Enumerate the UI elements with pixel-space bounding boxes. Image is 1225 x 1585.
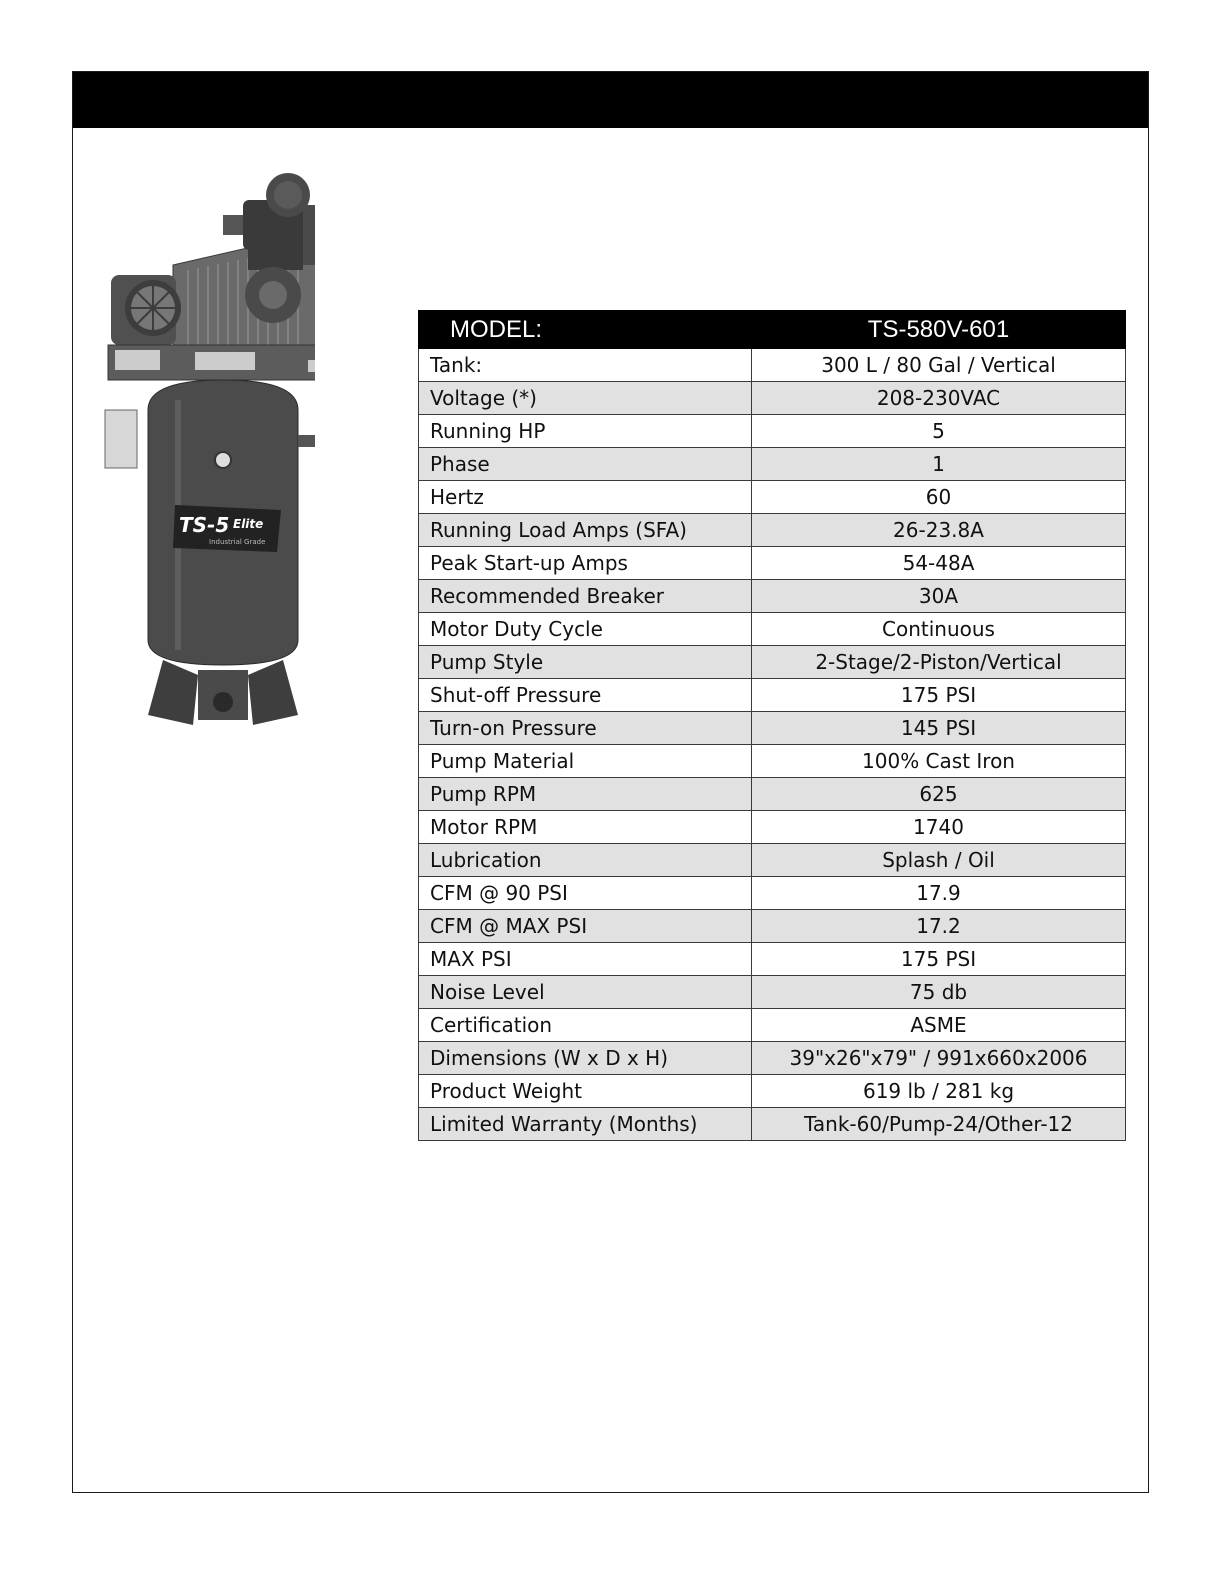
air-compressor-image <box>103 170 315 740</box>
table-row <box>419 679 1126 712</box>
spec-label: Tank: <box>419 349 752 382</box>
spec-label: Noise Level <box>419 976 752 1009</box>
model-label: MODEL: <box>419 311 752 349</box>
table-row <box>419 448 1126 481</box>
spec-value: 39"x26"x79" / 991x660x2006 <box>752 1042 1126 1075</box>
spec-label: Pump RPM <box>419 778 752 811</box>
table-row <box>419 415 1126 448</box>
spec-value: Tank-60/Pump-24/Other-12 <box>752 1108 1126 1141</box>
table-row <box>419 844 1126 877</box>
spec-label: Running HP <box>419 415 752 448</box>
table-row <box>419 910 1126 943</box>
tank-badge <box>173 505 281 552</box>
svg-text:Elite: Elite <box>233 517 264 531</box>
tank-feet <box>148 660 298 725</box>
spec-label: Pump Style <box>419 646 752 679</box>
spec-value: 619 lb / 281 kg <box>752 1075 1126 1108</box>
header-bar <box>73 72 1148 128</box>
table-row <box>419 580 1126 613</box>
spec-label: MAX PSI <box>419 943 752 976</box>
spec-value: 625 <box>752 778 1126 811</box>
spec-label: Lubrication <box>419 844 752 877</box>
spec-label: Motor RPM <box>419 811 752 844</box>
spec-value: Continuous <box>752 613 1126 646</box>
spec-label: Limited Warranty (Months) <box>419 1108 752 1141</box>
spec-label: Product Weight <box>419 1075 752 1108</box>
table-row <box>419 349 1126 382</box>
table-row <box>419 745 1126 778</box>
spec-label: Phase <box>419 448 752 481</box>
svg-text:TS-5: TS-5 <box>179 513 230 537</box>
gauge-icon <box>215 452 231 468</box>
table-row <box>419 646 1126 679</box>
spec-value: 26-23.8A <box>752 514 1126 547</box>
spec-table-header-row <box>419 311 1126 349</box>
spec-label: Dimensions (W x D x H) <box>419 1042 752 1075</box>
spec-label: Shut-off Pressure <box>419 679 752 712</box>
spec-label: Recommended Breaker <box>419 580 752 613</box>
table-row <box>419 1009 1126 1042</box>
spec-value: 100% Cast Iron <box>752 745 1126 778</box>
spec-value: 1740 <box>752 811 1126 844</box>
pressure-switch-box <box>105 410 137 468</box>
table-row <box>419 481 1126 514</box>
svg-text:Industrial Grade: Industrial Grade <box>209 538 266 546</box>
spec-value: 60 <box>752 481 1126 514</box>
spec-value: Splash / Oil <box>752 844 1126 877</box>
spec-label: Pump Material <box>419 745 752 778</box>
spec-value: 17.2 <box>752 910 1126 943</box>
spec-value: 54-48A <box>752 547 1126 580</box>
table-row <box>419 877 1126 910</box>
table-row <box>419 712 1126 745</box>
spec-label: CFM @ MAX PSI <box>419 910 752 943</box>
table-row <box>419 514 1126 547</box>
table-row <box>419 811 1126 844</box>
spec-value: 175 PSI <box>752 679 1126 712</box>
spec-label: Running Load Amps (SFA) <box>419 514 752 547</box>
spec-value: ASME <box>752 1009 1126 1042</box>
table-row <box>419 1042 1126 1075</box>
spec-label: Certification <box>419 1009 752 1042</box>
table-row <box>419 547 1126 580</box>
spec-value: 300 L / 80 Gal / Vertical <box>752 349 1126 382</box>
spec-label: Turn-on Pressure <box>419 712 752 745</box>
table-row <box>419 1108 1126 1141</box>
spec-label: Peak Start-up Amps <box>419 547 752 580</box>
table-row <box>419 613 1126 646</box>
spec-value: 175 PSI <box>752 943 1126 976</box>
table-row <box>419 976 1126 1009</box>
spec-label: CFM @ 90 PSI <box>419 877 752 910</box>
table-row <box>419 1075 1126 1108</box>
spec-label: Motor Duty Cycle <box>419 613 752 646</box>
spec-value: 5 <box>752 415 1126 448</box>
spec-value: 2-Stage/2-Piston/Vertical <box>752 646 1126 679</box>
spec-value: 145 PSI <box>752 712 1126 745</box>
spec-value: 208-230VAC <box>752 382 1126 415</box>
spec-value: 30A <box>752 580 1126 613</box>
spec-value: 17.9 <box>752 877 1126 910</box>
table-row <box>419 382 1126 415</box>
model-value: TS-580V-601 <box>752 311 1126 349</box>
spec-value: 75 db <box>752 976 1126 1009</box>
table-row <box>419 943 1126 976</box>
spec-value: 1 <box>752 448 1126 481</box>
motor <box>111 275 181 345</box>
spec-label: Voltage (*) <box>419 382 752 415</box>
table-row <box>419 778 1126 811</box>
spec-label: Hertz <box>419 481 752 514</box>
spec-table <box>418 310 1126 1141</box>
